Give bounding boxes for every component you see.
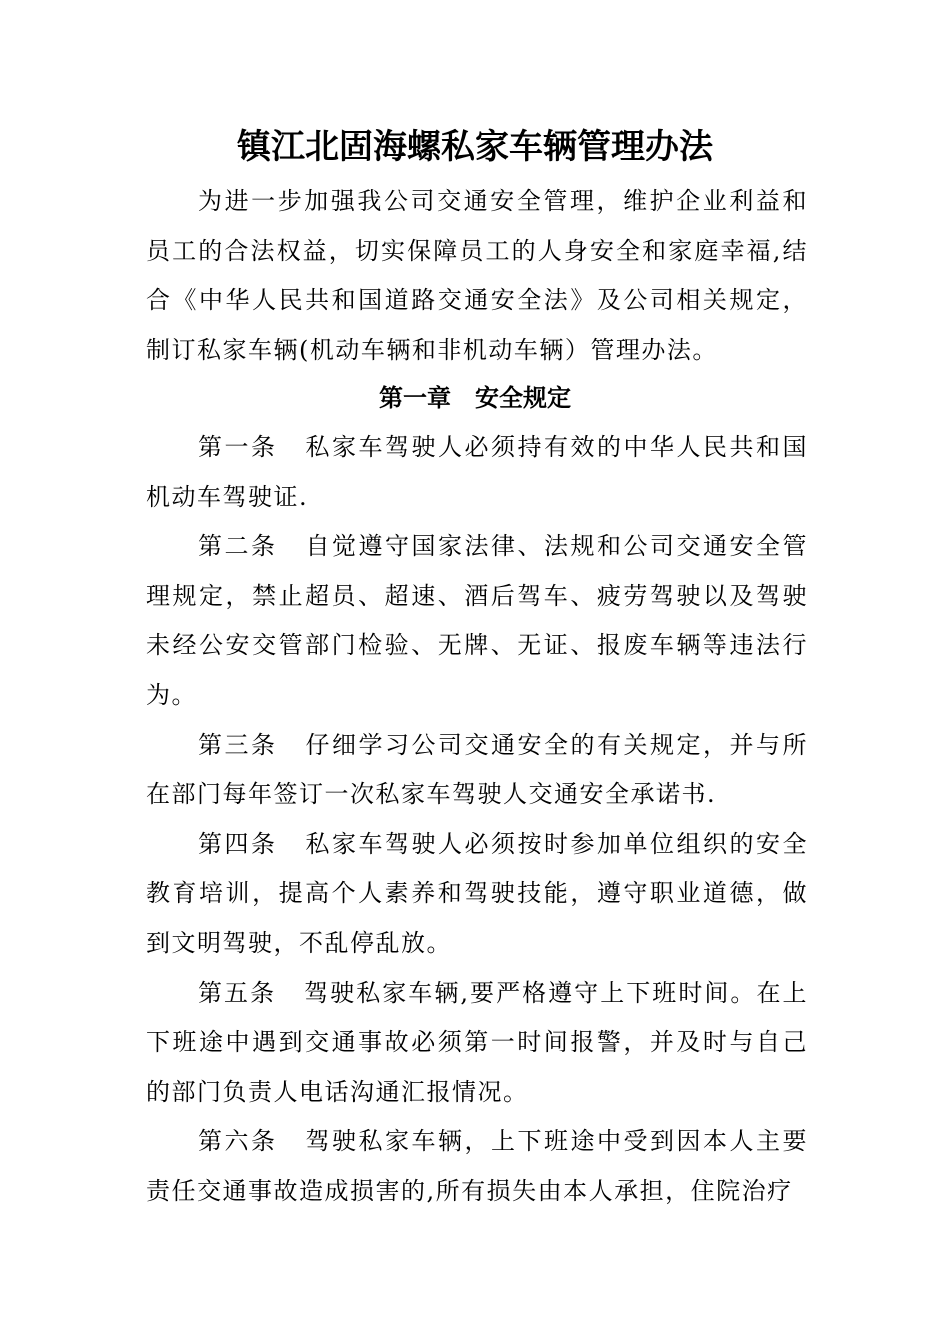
article-4 bbox=[146, 820, 808, 969]
document-title: 镇江北固海螺私家车辆管理办法 bbox=[237, 127, 713, 167]
intro-paragraph: 为进一步加强我公司交通安全管理，维护企业利益和员工的合法权益，切实保障员工的人身安全和家庭幸福,结合《中华人民共和国道路交通安全法》及公司相关规定，制订私家车辆(机动车辆和非机动车辆）管理办法。 bbox=[146, 187, 808, 364]
article-label: 第二条 bbox=[198, 532, 278, 561]
article-6 bbox=[146, 1117, 808, 1216]
article-text: 仔细学习公司交通安全的有关规定，并与所在部门每年签订一次私家车驾驶人交通安全承诺书. bbox=[146, 730, 808, 809]
article-text: 私家车驾驶人必须按时参加单位组织的安全教育培训，提高个人素养和驾驶技能，遵守职业道德，做到文明驾驶，不乱停乱放。 bbox=[146, 829, 808, 957]
article-label: 第三条 bbox=[198, 730, 278, 759]
intro-block bbox=[146, 177, 808, 375]
article-label: 第四条 bbox=[198, 829, 278, 858]
article-label: 第一条 bbox=[198, 433, 278, 461]
article-3 bbox=[146, 721, 808, 820]
article-text: 驾驶私家车辆，上下班途中受到因本人主要责任交通事故造成损害的,所有损失由本人承担，住院治疗 bbox=[146, 1127, 808, 1205]
chapter-heading: 第一章 安全规定 bbox=[379, 384, 571, 412]
article-text: 私家车驾驶人必须持有效的中华人民共和国机动车驾驶证. bbox=[146, 433, 808, 511]
article-text: 驾驶私家车辆,要严格遵守上下班时间。在上下班途中遇到交通事故必须第一时间报警，并及时与自己的部门负责人电话沟通汇报情况。 bbox=[146, 978, 808, 1106]
article-label: 第五条 bbox=[198, 978, 277, 1007]
article-5 bbox=[146, 969, 808, 1118]
articles-block bbox=[146, 423, 808, 1217]
article-1 bbox=[146, 423, 808, 522]
article-text: 自觉遵守国家法律、法规和公司交通安全管理规定，禁止超员、超速、酒后驾车、疲劳驾驶以及驾驶未经公安交管部门检验、无牌、无证、报废车辆等违法行为。 bbox=[146, 532, 808, 709]
article-2 bbox=[146, 522, 808, 720]
article-label: 第六条 bbox=[198, 1127, 278, 1156]
